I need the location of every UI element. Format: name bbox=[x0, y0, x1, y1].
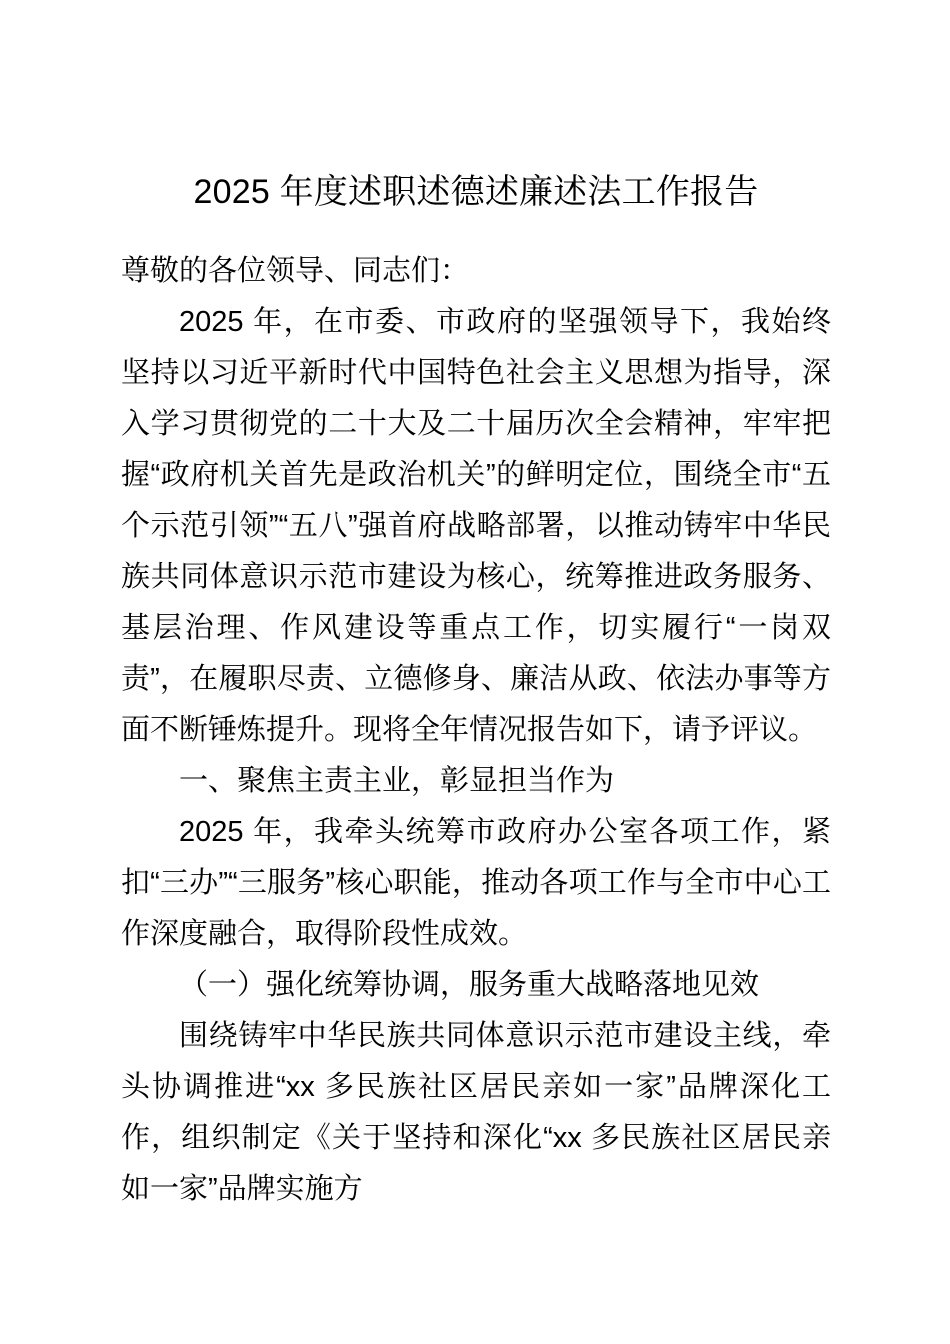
paragraph-subsection-one-a: 围绕铸牢中华民族共同体意识示范市建设主线，牵头协调推进“xx 多民族社区居民亲如一家”品牌深化工作，组织制定《关于坚持和深化“xx 多民族社区居民亲如一家”品牌实施方 bbox=[121, 1020, 831, 1205]
section-heading-one: 一、聚焦主责主业，彰显担当作为 bbox=[179, 765, 615, 797]
salutation-line: 尊敬的各位领导、同志们： bbox=[121, 255, 470, 287]
document-body bbox=[121, 0, 831, 1215]
paragraph-opening: 2025 年，在市委、市政府的坚强领导下，我始终坚持以习近平新时代中国特色社会主义思想为指导，深入学习贯彻党的二十大及二十届历次全会精神，牢牢把握“政府机关首先是政治机关”的鲜明定位，围绕全市“五个示范引领”“五八”强首府战略部署，以推动铸牢中华民族共同体意识示范市建设为核心，统筹推进政务服务、基层治理、作风建设等重点工作，切实履行“一岗双责”，在履职尽责、立德修身、廉洁从政、依法办事等方面不断锤炼提升。现将全年情况报告如下，请予评议。 bbox=[121, 306, 831, 746]
paragraph-section-one-intro: 2025 年，我牵头统筹市政府办公室各项工作，紧扣“三办”“三服务”核心职能，推动各项工作与全市中心工作深度融合，取得阶段性成效。 bbox=[121, 816, 831, 950]
page-title: 2025 年度述职述德述廉述法工作报告 bbox=[193, 173, 759, 211]
subsection-heading-one-a: （一）强化统筹协调，服务重大战略落地见效 bbox=[179, 969, 760, 1001]
